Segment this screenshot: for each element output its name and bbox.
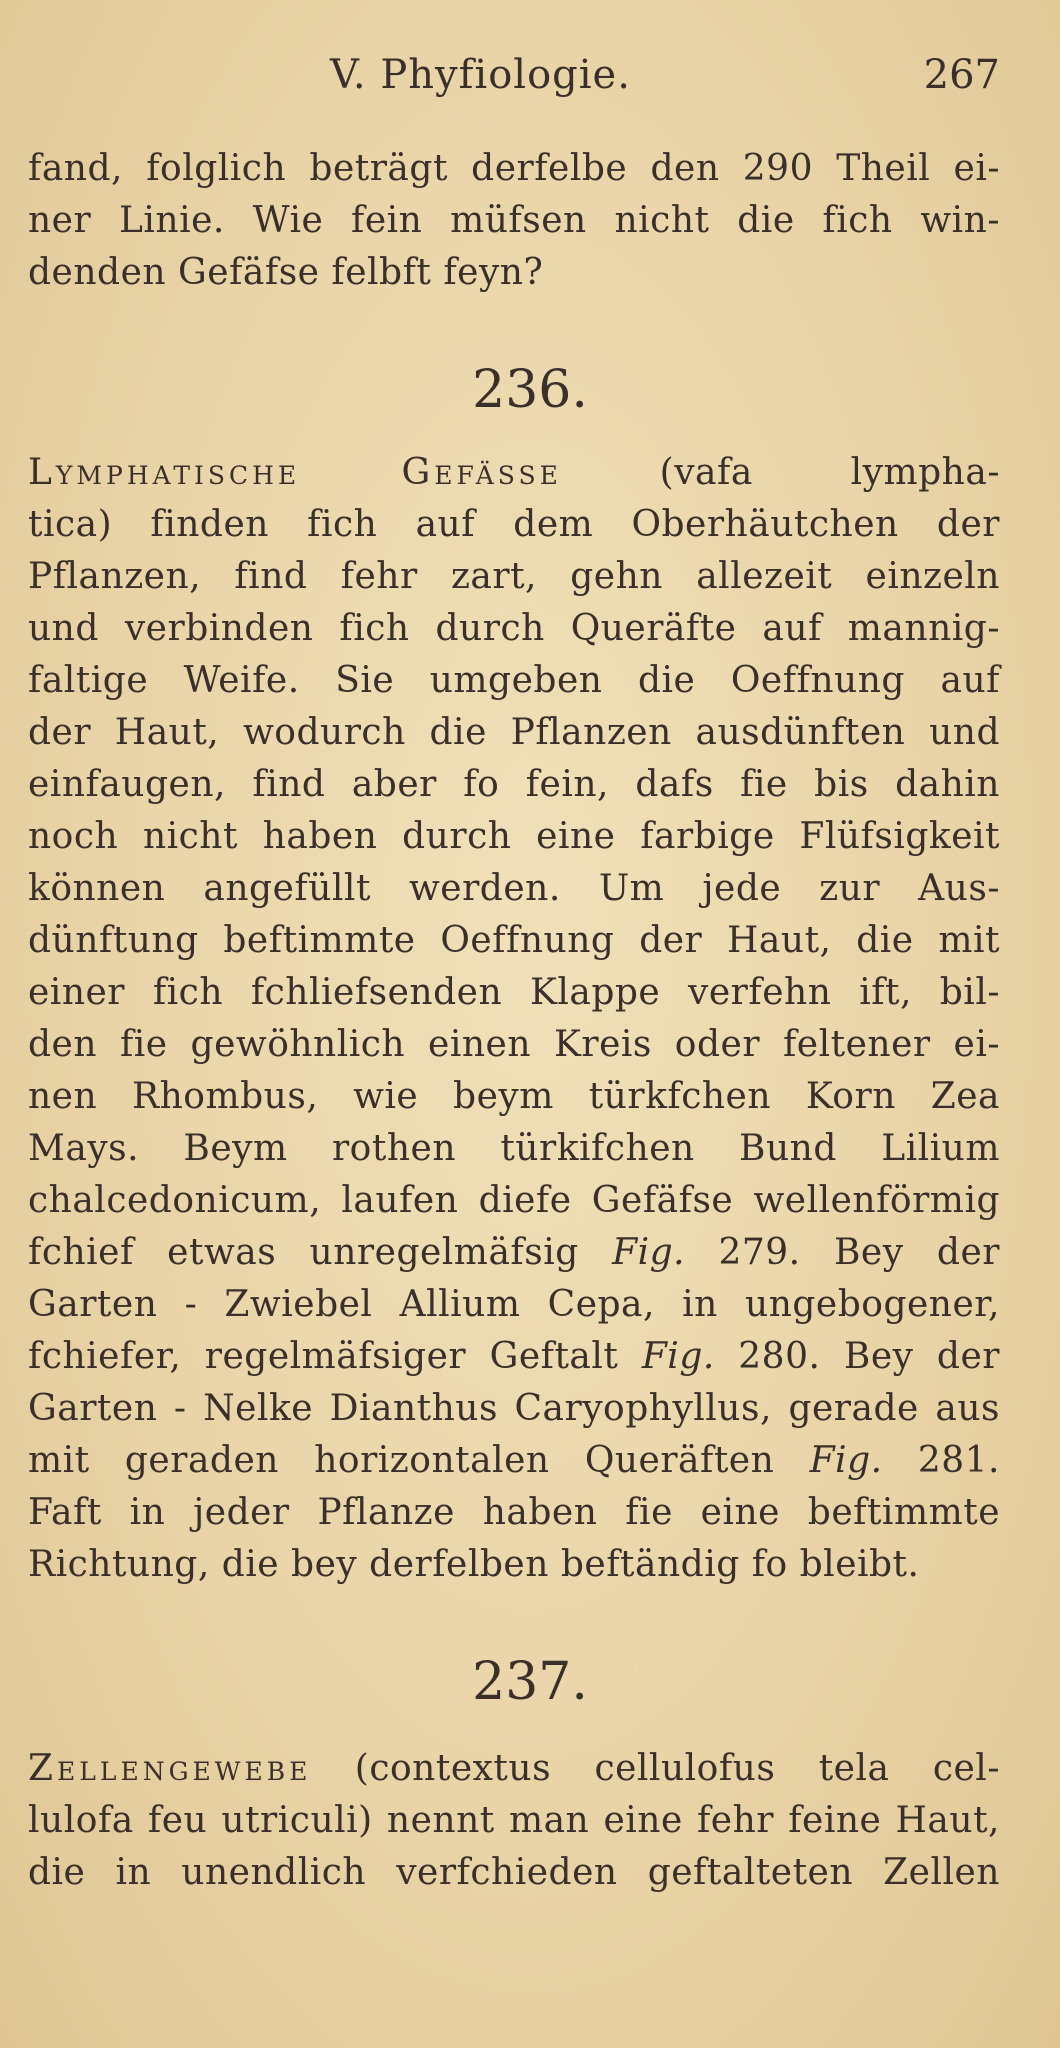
text-line: der Haut, wodurch die Pflanzen ausdünften und <box>28 712 1000 753</box>
text-line: tica) finden fich auf dem Oberhäutchen der <box>28 504 1000 545</box>
text-span: (vafa lympha- <box>561 452 1000 493</box>
figure-label: Fig. <box>641 1336 715 1377</box>
section-heading-term: Zellengewebe <box>28 1748 312 1789</box>
figure-reference-line <box>28 1232 1000 1273</box>
page-header <box>0 52 1060 112</box>
text-line: einer fich fchliefsenden Klappe verfehn ift, bil- <box>28 972 1000 1013</box>
text-line: Richtung, die bey derfelben beftändig fo bleibt. <box>28 1544 920 1585</box>
text-line: lulofa feu utriculi) nennt man eine fehr feine Haut, <box>28 1800 1000 1841</box>
text-line: nen Rhombus, wie beym türkfchen Korn Zea <box>28 1076 1000 1117</box>
text-line: denden Gefäfse felbft feyn? <box>28 252 544 293</box>
figure-label: Fig. <box>612 1232 686 1273</box>
text-line: und verbinden fich durch Queräfte auf mannig- <box>28 608 1000 649</box>
text-line: noch nicht haben durch eine farbige Flüfsigkeit <box>28 816 1000 857</box>
section-heading-term: Lymphatische Gefässe <box>28 452 562 493</box>
figure-label: Fig. <box>809 1440 883 1481</box>
text-line: chalcedonicum, laufen diefe Gefäfse wellenförmig <box>28 1180 1000 1221</box>
section-237-first-line <box>28 1748 1000 1789</box>
text-line: Pflanzen, find fehr zart, gehn allezeit einzeln <box>28 556 1000 597</box>
text-span: (contextus cellulofus tela cel- <box>311 1748 1000 1789</box>
text-span: mit geraden horizontalen Queräften <box>28 1440 810 1481</box>
text-line: dünftung beftimmte Oeffnung der Haut, die mit <box>28 920 1000 961</box>
section-236-first-line <box>28 452 1000 493</box>
text-line: können angefüllt werden. Um jede zur Aus- <box>28 868 1000 909</box>
text-line: Garten - Zwiebel Allium Cepa, in ungebogener, <box>28 1284 1000 1325</box>
section-number-236: 236. <box>472 360 588 420</box>
running-title: V. Phyfiologie. <box>330 52 631 98</box>
text-line: Faft in jeder Pflanze haben fie eine beftimmte <box>28 1492 1000 1533</box>
figure-reference-line <box>28 1336 1000 1377</box>
text-line: die in unendlich verfchieden geftalteten Zellen <box>28 1852 1000 1893</box>
text-span: fchiefer, regelmäfsiger Geftalt <box>28 1336 642 1377</box>
page-number: 267 <box>923 52 1000 98</box>
text-line: faltige Weife. Sie umgeben die Oeffnung auf <box>28 660 1000 701</box>
text-span: fchief etwas unregelmäfsig <box>28 1232 613 1273</box>
text-span: 280. Bey der <box>714 1336 1000 1377</box>
text-line: Mays. Beym rothen türkifchen Bund Lilium <box>28 1128 1000 1169</box>
text-line: einfaugen, find aber fo fein, dafs fie bis dahin <box>28 764 1000 805</box>
figure-reference-line <box>28 1440 1000 1481</box>
text-span: 281. <box>882 1440 1000 1481</box>
text-line: fand, folglich beträgt derfelbe den 290 Theil ei- <box>28 148 1000 189</box>
section-number-237: 237. <box>472 1652 588 1712</box>
text-line: Garten - Nelke Dianthus Caryophyllus, gerade aus <box>28 1388 1000 1429</box>
text-line: den fie gewöhnlich einen Kreis oder feltener ei- <box>28 1024 1000 1065</box>
text-span: 279. Bey der <box>685 1232 1000 1273</box>
text-line: ner Linie. Wie fein müfsen nicht die fich win- <box>28 200 1000 241</box>
